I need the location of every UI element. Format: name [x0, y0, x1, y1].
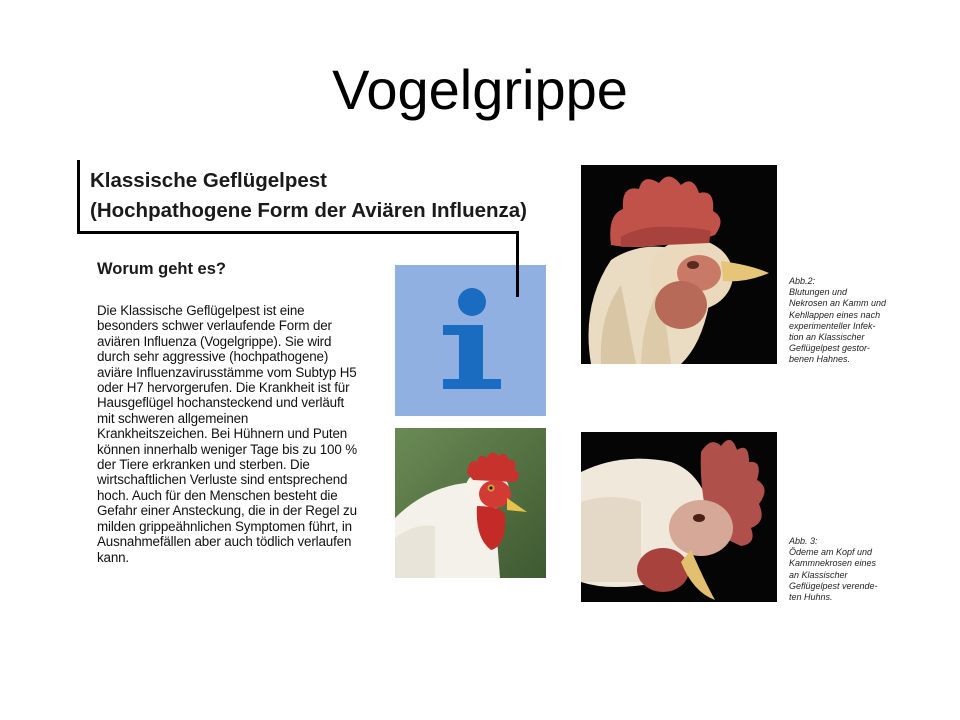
caption-line: Abb.2: [789, 276, 816, 286]
body-line: der Tiere erkranken und sterben. Die [97, 457, 310, 473]
caption-line: Geflügelpest gestor- [789, 343, 870, 354]
diseased-hen-photo-2 [581, 432, 777, 602]
heading-line-2: (Hochpathogene Form der Aviären Influenza) [90, 199, 527, 222]
info-box [395, 265, 546, 416]
caption-line: ten Huhns. [789, 592, 833, 603]
bracket-drop-line [516, 231, 519, 297]
body-line: Krankheitszeichen. Bei Hühnern und Puten [97, 426, 348, 442]
document-heading [90, 166, 527, 226]
body-line: wirtschaftlichen Verluste sind entsprechend [97, 472, 348, 488]
document-body [97, 303, 389, 565]
body-line: aviären Influenza (Vogelgrippe). Sie wird [97, 333, 332, 349]
bracket-vertical-line [77, 160, 80, 234]
document-subheading: Worum geht es? [97, 260, 226, 278]
caption-line: Blutungen und [789, 287, 848, 298]
caption-line: benen Hahnes. [789, 354, 851, 365]
body-line: besonders schwer verlaufende Form der [97, 318, 332, 334]
caption-line: tion an Klassischer [789, 332, 865, 343]
body-line: können innerhalb weniger Tage bis zu 100 % [97, 441, 357, 457]
body-line: oder H7 hervorgerufen. Die Krankheit ist für [97, 380, 350, 396]
caption-line: an Klassischer [789, 569, 848, 580]
caption-line: Kehllappen eines nach [789, 309, 881, 320]
caption-line: Nekrosen an Kamm und [789, 298, 887, 309]
body-line: Gefahr einer Ansteckung, die in der Regel zu [97, 503, 357, 519]
heading-line-1: Klassische Geflügelpest [90, 169, 327, 192]
body-line: kann. [97, 549, 130, 565]
caption-line: experimenteller Infek- [789, 320, 876, 331]
caption-line: Kammnekrosen eines [789, 558, 877, 569]
figure-3-caption [789, 536, 899, 603]
caption-line: Geflügelpest verende- [789, 580, 878, 591]
slide-title: Vogelgrippe [332, 58, 628, 121]
body-line: Hausgeflügel hochansteckend und verläuft [97, 395, 345, 411]
caption-line: Ödeme am Kopf und [789, 547, 873, 558]
body-line: Ausnahmefällen aber auch tödlich verlaufen [97, 534, 352, 550]
info-icon [395, 265, 546, 416]
bracket-horizontal-line [77, 231, 519, 234]
healthy-hen-photo [395, 428, 546, 578]
body-line: aviäre Influenzavirusstämme vom Subtyp H5 [97, 364, 357, 380]
caption-line: Abb. 3: [789, 536, 818, 546]
figure-2-caption [789, 276, 899, 366]
body-line: mit schweren allgemeinen [97, 410, 249, 426]
body-line: hoch. Auch für den Menschen besteht die [97, 487, 338, 503]
body-line: Die Klassische Geflügelpest ist eine [97, 303, 305, 318]
diseased-rooster-photo-1 [581, 165, 777, 364]
body-line: milden grippeähnlichen Symptomen führt, in [97, 518, 352, 534]
body-line: durch sehr aggressive (hochpathogene) [97, 349, 329, 365]
